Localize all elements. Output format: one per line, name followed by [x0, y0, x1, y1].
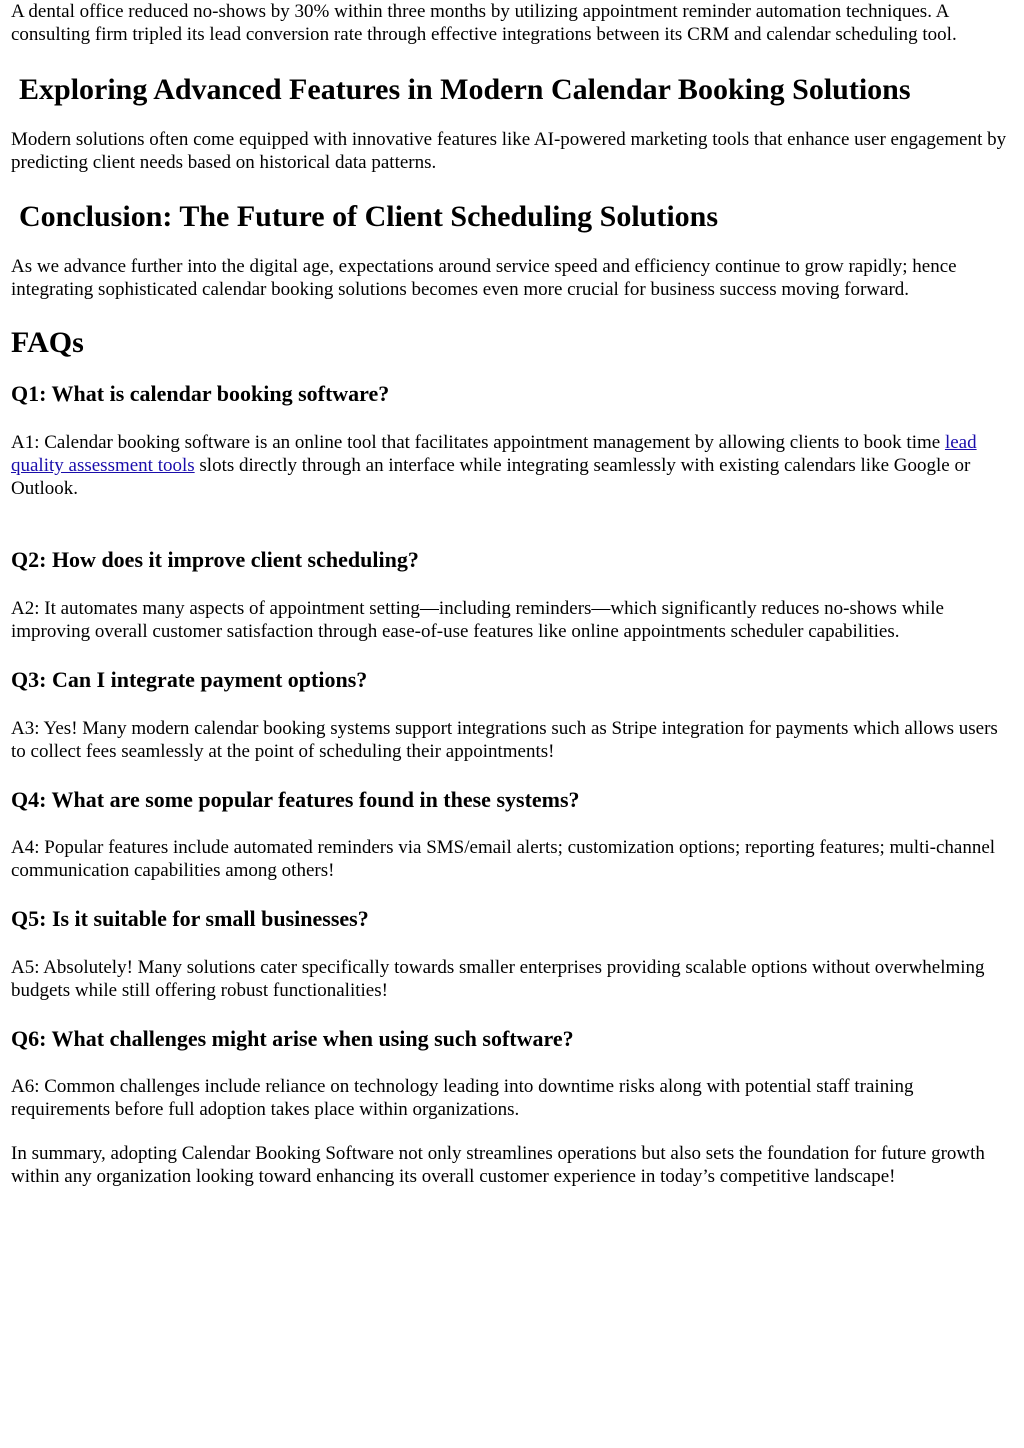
conclusion-heading: Conclusion: The Future of Client Scheduling Solutions: [19, 200, 719, 233]
faq-q1-answer-end: slots directly through an interface while integrating seamlessly with existing calendars like Google or Outlook.: [11, 455, 971, 499]
faq-q6-answer: A6: Common challenges include reliance on technology leading into downtime risks along with potential staff training requirements before full adoption takes place within organizations.: [11, 1076, 914, 1120]
faq-q2-question: Q2: How does it improve client scheduling?: [11, 547, 419, 572]
faq-q1-question: Q1: What is calendar booking software?: [11, 381, 390, 406]
intro-paragraph: A dental office reduced no-shows by 30% within three months by utilizing appointment reminder automation techniques. A consulting firm tripled its lead conversion rate through effective integrations between its CRM and calendar scheduling tool.: [11, 1, 957, 45]
faq-q2-answer: A2: It automates many aspects of appointment setting—including reminders—which significantly reduces no-shows while improving overall customer satisfaction through ease-of-use features like online appointments scheduler capabilities.: [11, 598, 944, 642]
summary-paragraph: In summary, adopting Calendar Booking Software not only streamlines operations but also sets the foundation for future growth within any organization looking toward enhancing its overall customer experience in today’s competitive landscape!: [11, 1143, 985, 1187]
lead-quality-assessment-tools-link[interactable]: lead quality assessment tools: [11, 432, 977, 476]
faq-q5-question: Q5: Is it suitable for small businesses?: [11, 906, 369, 931]
faq-q1-answer: [11, 431, 1014, 500]
advanced-features-heading: Exploring Advanced Features in Modern Calendar Booking Solutions: [19, 73, 911, 106]
faq-q4-answer: A4: Popular features include automated reminders via SMS/email alerts; customization options; reporting features; multi-channel communication capabilities among others!: [11, 837, 996, 881]
faq-q1-answer-start: A1: Calendar booking software is an online tool that facilitates appointment management by allowing clients to book time: [11, 432, 945, 453]
faq-q3-answer: A3: Yes! Many modern calendar booking systems support integrations such as Stripe integration for payments which allows users to collect fees seamlessly at the point of scheduling their appointments!: [11, 718, 998, 762]
faqs-heading: FAQs: [11, 326, 84, 359]
advanced-features-paragraph: Modern solutions often come equipped with innovative features like AI-powered marketing tools that enhance user engagement by predicting client needs based on historical data patterns.: [11, 129, 1007, 173]
faq-q4-question: Q4: What are some popular features found in these systems?: [11, 787, 580, 812]
conclusion-paragraph: As we advance further into the digital age, expectations around service speed and efficiency continue to grow rapidly; hence integrating sophisticated calendar booking solutions becomes even more crucial for business success moving forward.: [11, 256, 957, 300]
faq-q6-question: Q6: What challenges might arise when using such software?: [11, 1026, 574, 1051]
faq-q3-question: Q3: Can I integrate payment options?: [11, 667, 368, 692]
faq-q5-answer: A5: Absolutely! Many solutions cater specifically towards smaller enterprises providing scalable options without overwhelming budgets while still offering robust functionalities!: [11, 957, 985, 1001]
